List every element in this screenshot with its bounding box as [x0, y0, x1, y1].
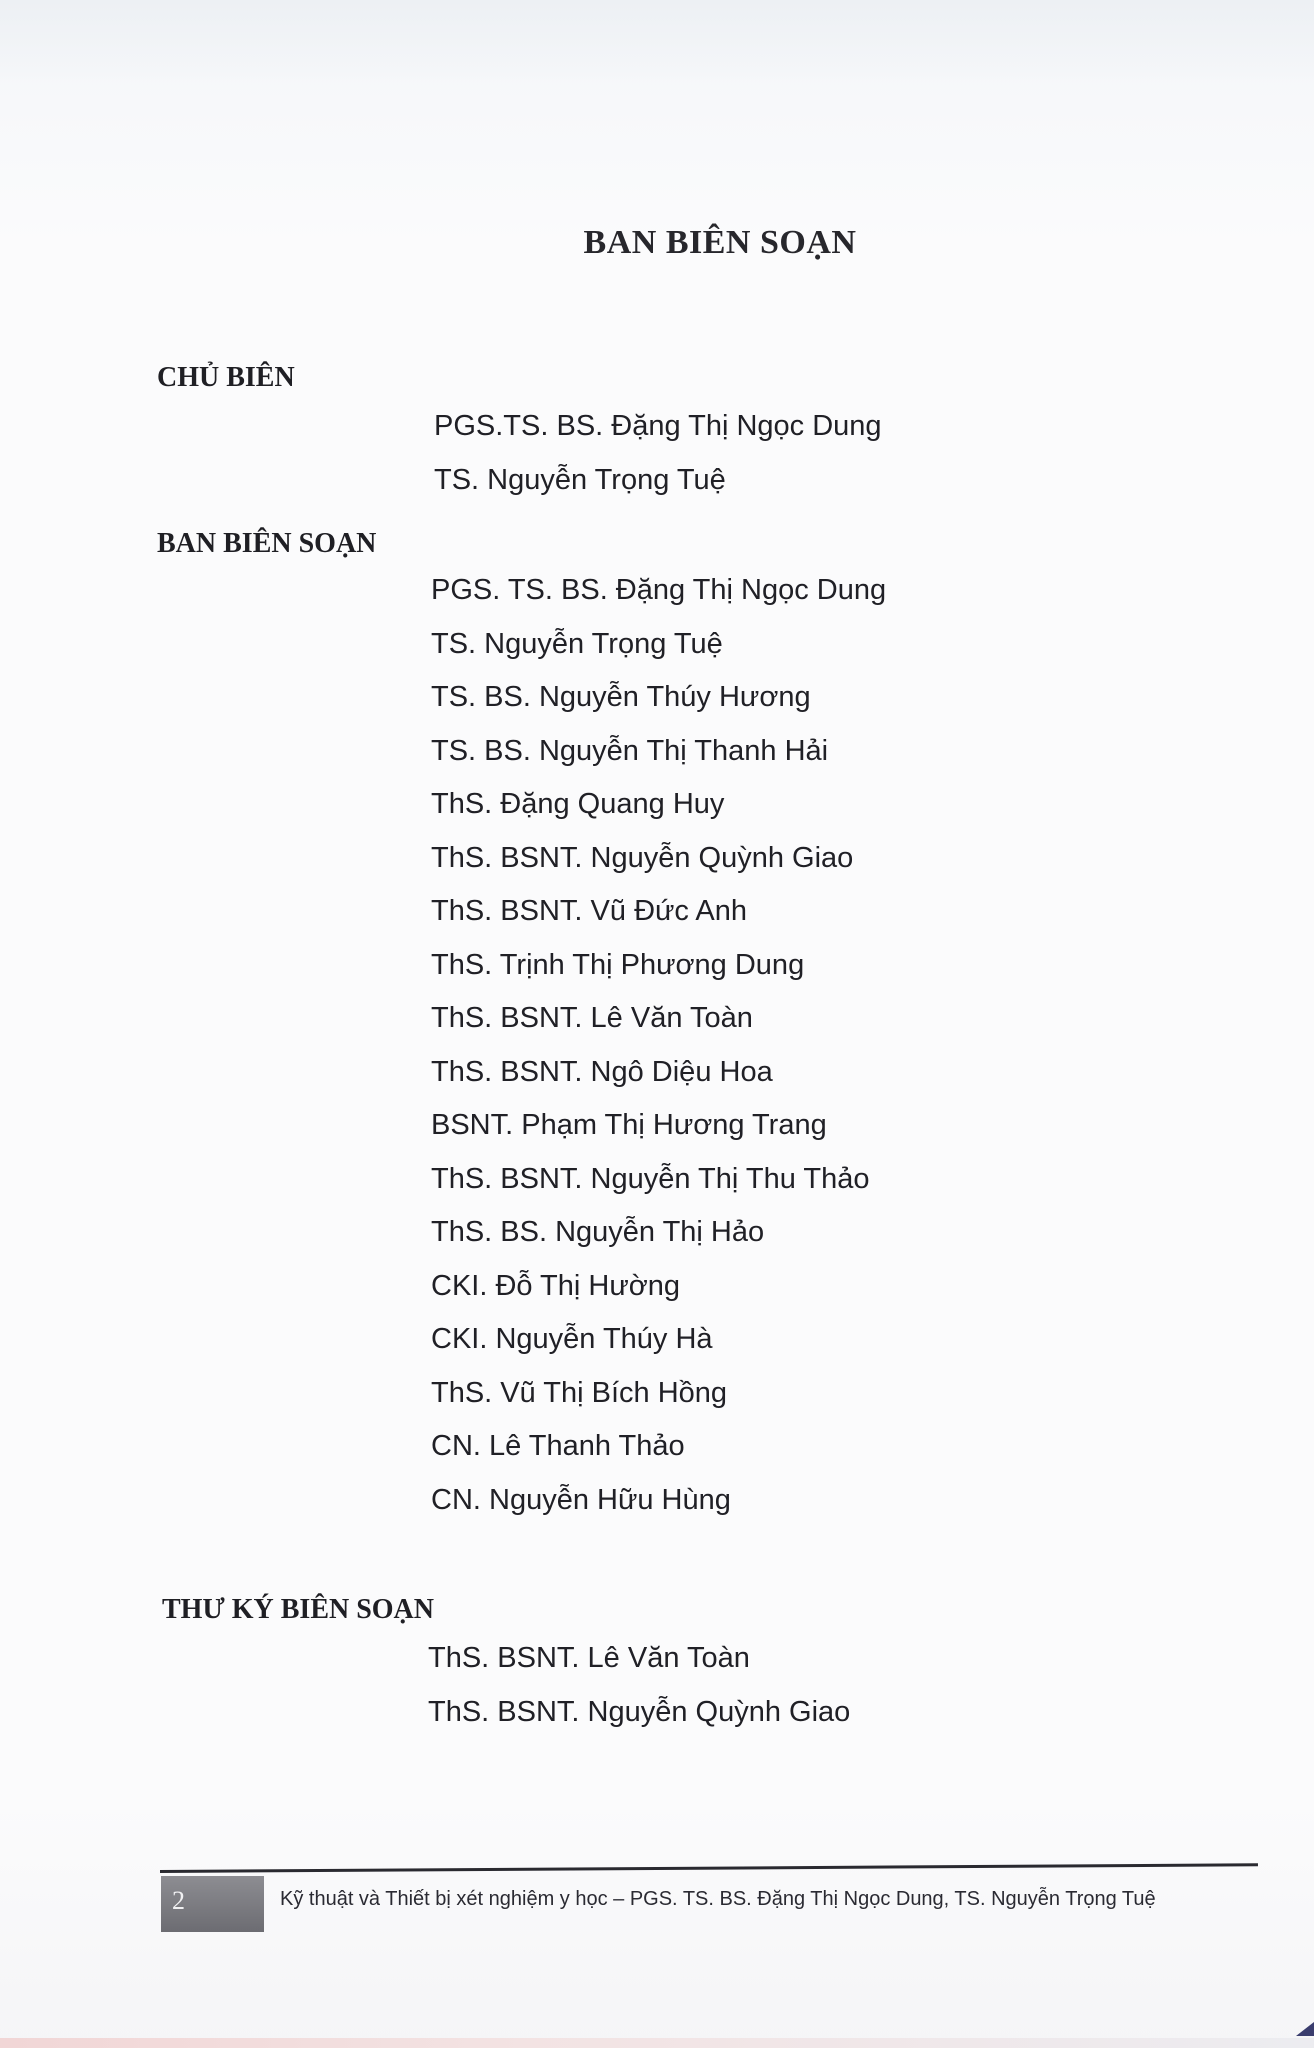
- section-heading-ban-bien-soan: BAN BIÊN SOẠN: [157, 528, 377, 559]
- scan-edge-bottom: [0, 2038, 1314, 2048]
- thu-ky-list: [428, 1632, 850, 1739]
- member-name: TS. BS. Nguyễn Thúy Hương: [431, 681, 811, 713]
- member-name: CN. Lê Thanh Thảo: [431, 1430, 685, 1462]
- member-name: ThS. BSNT. Ngô Diệu Hoa: [431, 1055, 773, 1088]
- section-heading-chu-bien: CHỦ BIÊN: [157, 362, 295, 393]
- chu-bien-list: [434, 400, 882, 507]
- member-name: CN. Nguyễn Hữu Hùng: [431, 1483, 731, 1516]
- scan-shadow-top: [0, 0, 1314, 86]
- member-name: ThS. BS. Nguyễn Thị Hảo: [431, 1216, 765, 1248]
- running-footer-text: Kỹ thuật và Thiết bị xét nghiệm y học – PGS. TS. BS. Đặng Thị Ngọc Dung, TS. Nguyễn Trọng Tuệ: [280, 1888, 1156, 1910]
- ban-bien-soan-list: [431, 564, 886, 1527]
- member-name: ThS. BSNT. Lê Văn Toàn: [431, 1002, 753, 1034]
- footer-divider: [160, 1863, 1258, 1873]
- page-number: 2: [172, 1886, 185, 1915]
- page-title: BAN BIÊN SOẠN: [583, 224, 857, 261]
- member-name: TS. Nguyễn Trọng Tuệ: [431, 627, 723, 660]
- member-name: BSNT. Phạm Thị Hương Trang: [431, 1109, 827, 1141]
- member-name: PGS.TS. BS. Đặng Thị Ngọc Dung: [434, 410, 882, 442]
- member-name: ThS. Trịnh Thị Phương Dung: [431, 948, 805, 981]
- member-name: ThS. BSNT. Nguyễn Quỳnh Giao: [431, 841, 854, 874]
- member-name: CKI. Đỗ Thị Hường: [431, 1269, 681, 1302]
- section-heading-thu-ky: THƯ KÝ BIÊN SOẠN: [162, 1594, 435, 1625]
- member-name: CKI. Nguyễn Thúy Hà: [431, 1323, 713, 1355]
- member-name: ThS. BSNT. Nguyễn Thị Thu Thảo: [431, 1162, 870, 1195]
- member-name: TS. Nguyễn Trọng Tuệ: [434, 463, 726, 496]
- member-name: ThS. BSNT. Lê Văn Toàn: [428, 1642, 750, 1674]
- member-name: PGS. TS. BS. Đặng Thị Ngọc Dung: [431, 574, 887, 606]
- member-name: ThS. Vũ Thị Bích Hồng: [431, 1376, 728, 1409]
- corner-mark-icon: [1296, 2022, 1314, 2036]
- member-name: ThS. BSNT. Nguyễn Quỳnh Giao: [428, 1695, 851, 1728]
- member-name: TS. BS. Nguyễn Thị Thanh Hải: [431, 734, 829, 767]
- member-name: ThS. Đặng Quang Huy: [431, 788, 725, 820]
- member-name: ThS. BSNT. Vũ Đức Anh: [431, 895, 747, 927]
